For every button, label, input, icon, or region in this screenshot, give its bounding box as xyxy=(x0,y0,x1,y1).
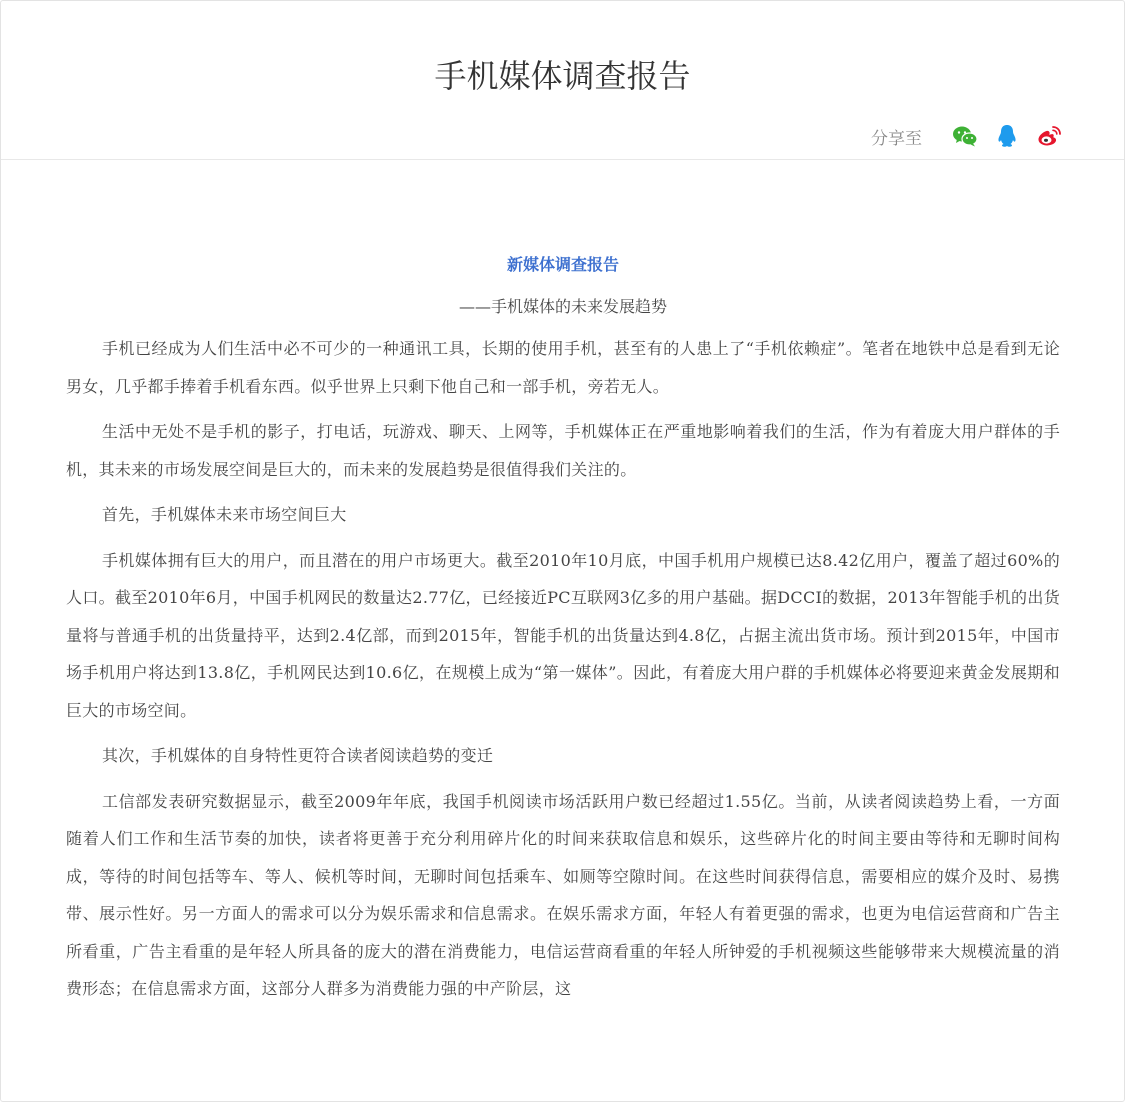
paragraph: 手机媒体拥有巨大的用户，而且潜在的用户市场更大。截至2010年10月底，中国手机用户规模已达8.42亿用户，覆盖了超过60%的人口。截至2010年6月，中国手机网民的数量达2.77亿，已经接近PC互联网3亿多的用户基础。据DCCI的数据，2013年智能手机的出货量将与普通手机的出货量持平，达到2.4亿部，而到2015年，智能手机的出货量达到4.8亿，占据主流出货市场。预计到2015年，中国市场手机用户将达到13.8亿，手机网民达到10.6亿，在规模上成为“第一媒体”。因此，有着庞大用户群的手机媒体必将要迎来黄金发展期和巨大的市场空间。 xyxy=(66,550,1060,720)
page-header xyxy=(1,1,1124,160)
article-body xyxy=(66,247,1060,1016)
share-bar xyxy=(871,121,1062,151)
wechat-icon[interactable] xyxy=(952,123,978,149)
article-title: 新媒体调查报告 xyxy=(506,255,619,274)
section-heading: 其次，手机媒体的自身特性更符合读者阅读趋势的变迁 xyxy=(102,746,494,765)
paragraph: 生活中无处不是手机的影子，打电话，玩游戏、聊天、上网等，手机媒体正在严重地影响着我们的生活，作为有着庞大用户群体的手机，其未来的市场发展空间是巨大的，而未来的发展趋势是很值得我们关注的。 xyxy=(66,422,1060,479)
qq-icon[interactable] xyxy=(994,123,1020,149)
share-label: 分享至 xyxy=(871,128,922,149)
section-heading: 首先，手机媒体未来市场空间巨大 xyxy=(102,505,347,524)
weibo-icon[interactable] xyxy=(1036,123,1062,149)
article-subtitle: ——手机媒体的未来发展趋势 xyxy=(458,297,667,316)
paragraph: 工信部发表研究数据显示，截至2009年年底，我国手机阅读市场活跃用户数已经超过1.55亿。当前，从读者阅读趋势上看，一方面随着人们工作和生活节奏的加快，读者将更善于充分利用碎片化的时间来获取信息和娱乐，这些碎片化的时间主要由等待和无聊时间构成，等待的时间包括等车、等人、候机等时间，无聊时间包括乘车、如厕等空隙时间。在这些时间获得信息，需要相应的媒介及时、易携带、展示性好。另一方面人的需求可以分为娱乐需求和信息需求。在娱乐需求方面，年轻人有着更强的需求，也更为电信运营商和广告主所看重，广告主看重的是年轻人所具备的庞大的潜在消费能力，电信运营商看重的年轻人所钟爱的手机视频这些能够带来大规模流量的消费形态；在信息需求方面，这部分人群多为消费能力强的中产阶层，这 xyxy=(66,791,1060,998)
paragraph: 手机已经成为人们生活中必不可少的一种通讯工具，长期的使用手机，甚至有的人患上了“手机依赖症”。笔者在地铁中总是看到无论男女，几乎都手捧着手机看东西。似乎世界上只剩下他自己和一部手机，旁若无人。 xyxy=(66,339,1060,396)
page-title: 手机媒体调查报告 xyxy=(434,57,691,95)
